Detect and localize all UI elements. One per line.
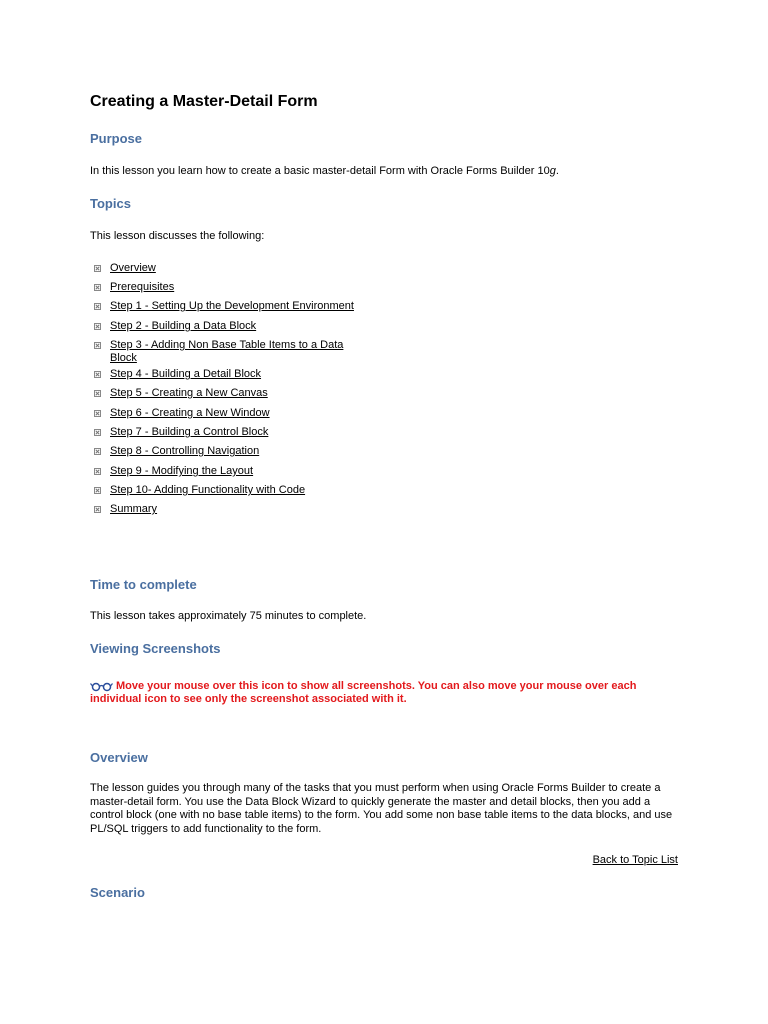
bullet-box-icon <box>94 410 101 417</box>
topic-link-step-8[interactable]: Step 8 - Controlling Navigation <box>110 445 260 457</box>
topic-link-step-7[interactable]: Step 7 - Building a Control Block <box>110 426 269 438</box>
topics-heading: Topics <box>90 196 131 211</box>
topic-link-step-2[interactable]: Step 2 - Building a Data Block <box>110 320 257 332</box>
topic-link-step-9[interactable]: Step 9 - Modifying the Layout <box>110 465 254 477</box>
overview-heading: Overview <box>90 750 148 765</box>
bullet-box-icon <box>94 506 101 513</box>
bullet-box-icon <box>94 284 101 291</box>
bullet-box-icon <box>94 342 101 349</box>
topic-link-step-1[interactable]: Step 1 - Setting Up the Development Environment <box>110 300 354 312</box>
purpose-text: In this lesson you learn how to create a basic master-detail Form with Oracle Forms Builder 10g. <box>90 165 559 177</box>
topic-link-step-4[interactable]: Step 4 - Building a Detail Block <box>110 368 262 380</box>
bullet-box-icon <box>94 487 101 494</box>
topics-intro: This lesson discusses the following: <box>90 230 265 242</box>
time-heading: Time to complete <box>90 577 197 592</box>
bullet-box-icon <box>94 448 101 455</box>
bullet-box-icon <box>94 468 101 475</box>
time-text: This lesson takes approximately 75 minutes to complete. <box>90 610 367 622</box>
page-title: Creating a Master-Detail Form <box>90 93 318 110</box>
topic-link-overview[interactable]: Overview <box>110 262 156 274</box>
overview-text: The lesson guides you through many of the tasks that you must perform when using Oracle Forms Builder to create a master-detail form. You use the Data Block Wizard to quickly generate the master and detail blocks, then you add a control block (one with no base table items) to the form. You add some non base table items to the data blocks, and use PL/SQL triggers to add functionality to the form. <box>90 782 673 835</box>
bullet-box-icon <box>94 303 101 310</box>
topic-link-step-10[interactable]: Step 10- Adding Functionality with Code <box>110 484 306 496</box>
topic-link-summary[interactable]: Summary <box>110 503 158 515</box>
topic-link-prerequisites[interactable]: Prerequisites <box>110 281 175 293</box>
bullet-box-icon <box>94 323 101 330</box>
bullet-box-icon <box>94 390 101 397</box>
topic-link-step-6[interactable]: Step 6 - Creating a New Window <box>110 407 270 419</box>
screenshots-note: Move your mouse over this icon to show all screenshots. You can also move your mouse over each individual icon to see only the screenshot associated with it. <box>90 680 637 705</box>
bullet-box-icon <box>94 429 101 436</box>
topic-link-step-3[interactable]: Step 3 - Adding Non Base Table Items to a Data Block <box>110 339 344 364</box>
topic-link-step-5[interactable]: Step 5 - Creating a New Canvas <box>110 387 268 399</box>
purpose-heading: Purpose <box>90 131 143 146</box>
bullet-box-icon <box>94 371 101 378</box>
scenario-heading: Scenario <box>90 885 145 900</box>
screenshots-heading: Viewing Screenshots <box>90 641 221 656</box>
bullet-box-icon <box>94 265 101 272</box>
back-to-topic-list-link[interactable]: Back to Topic List <box>592 854 678 866</box>
